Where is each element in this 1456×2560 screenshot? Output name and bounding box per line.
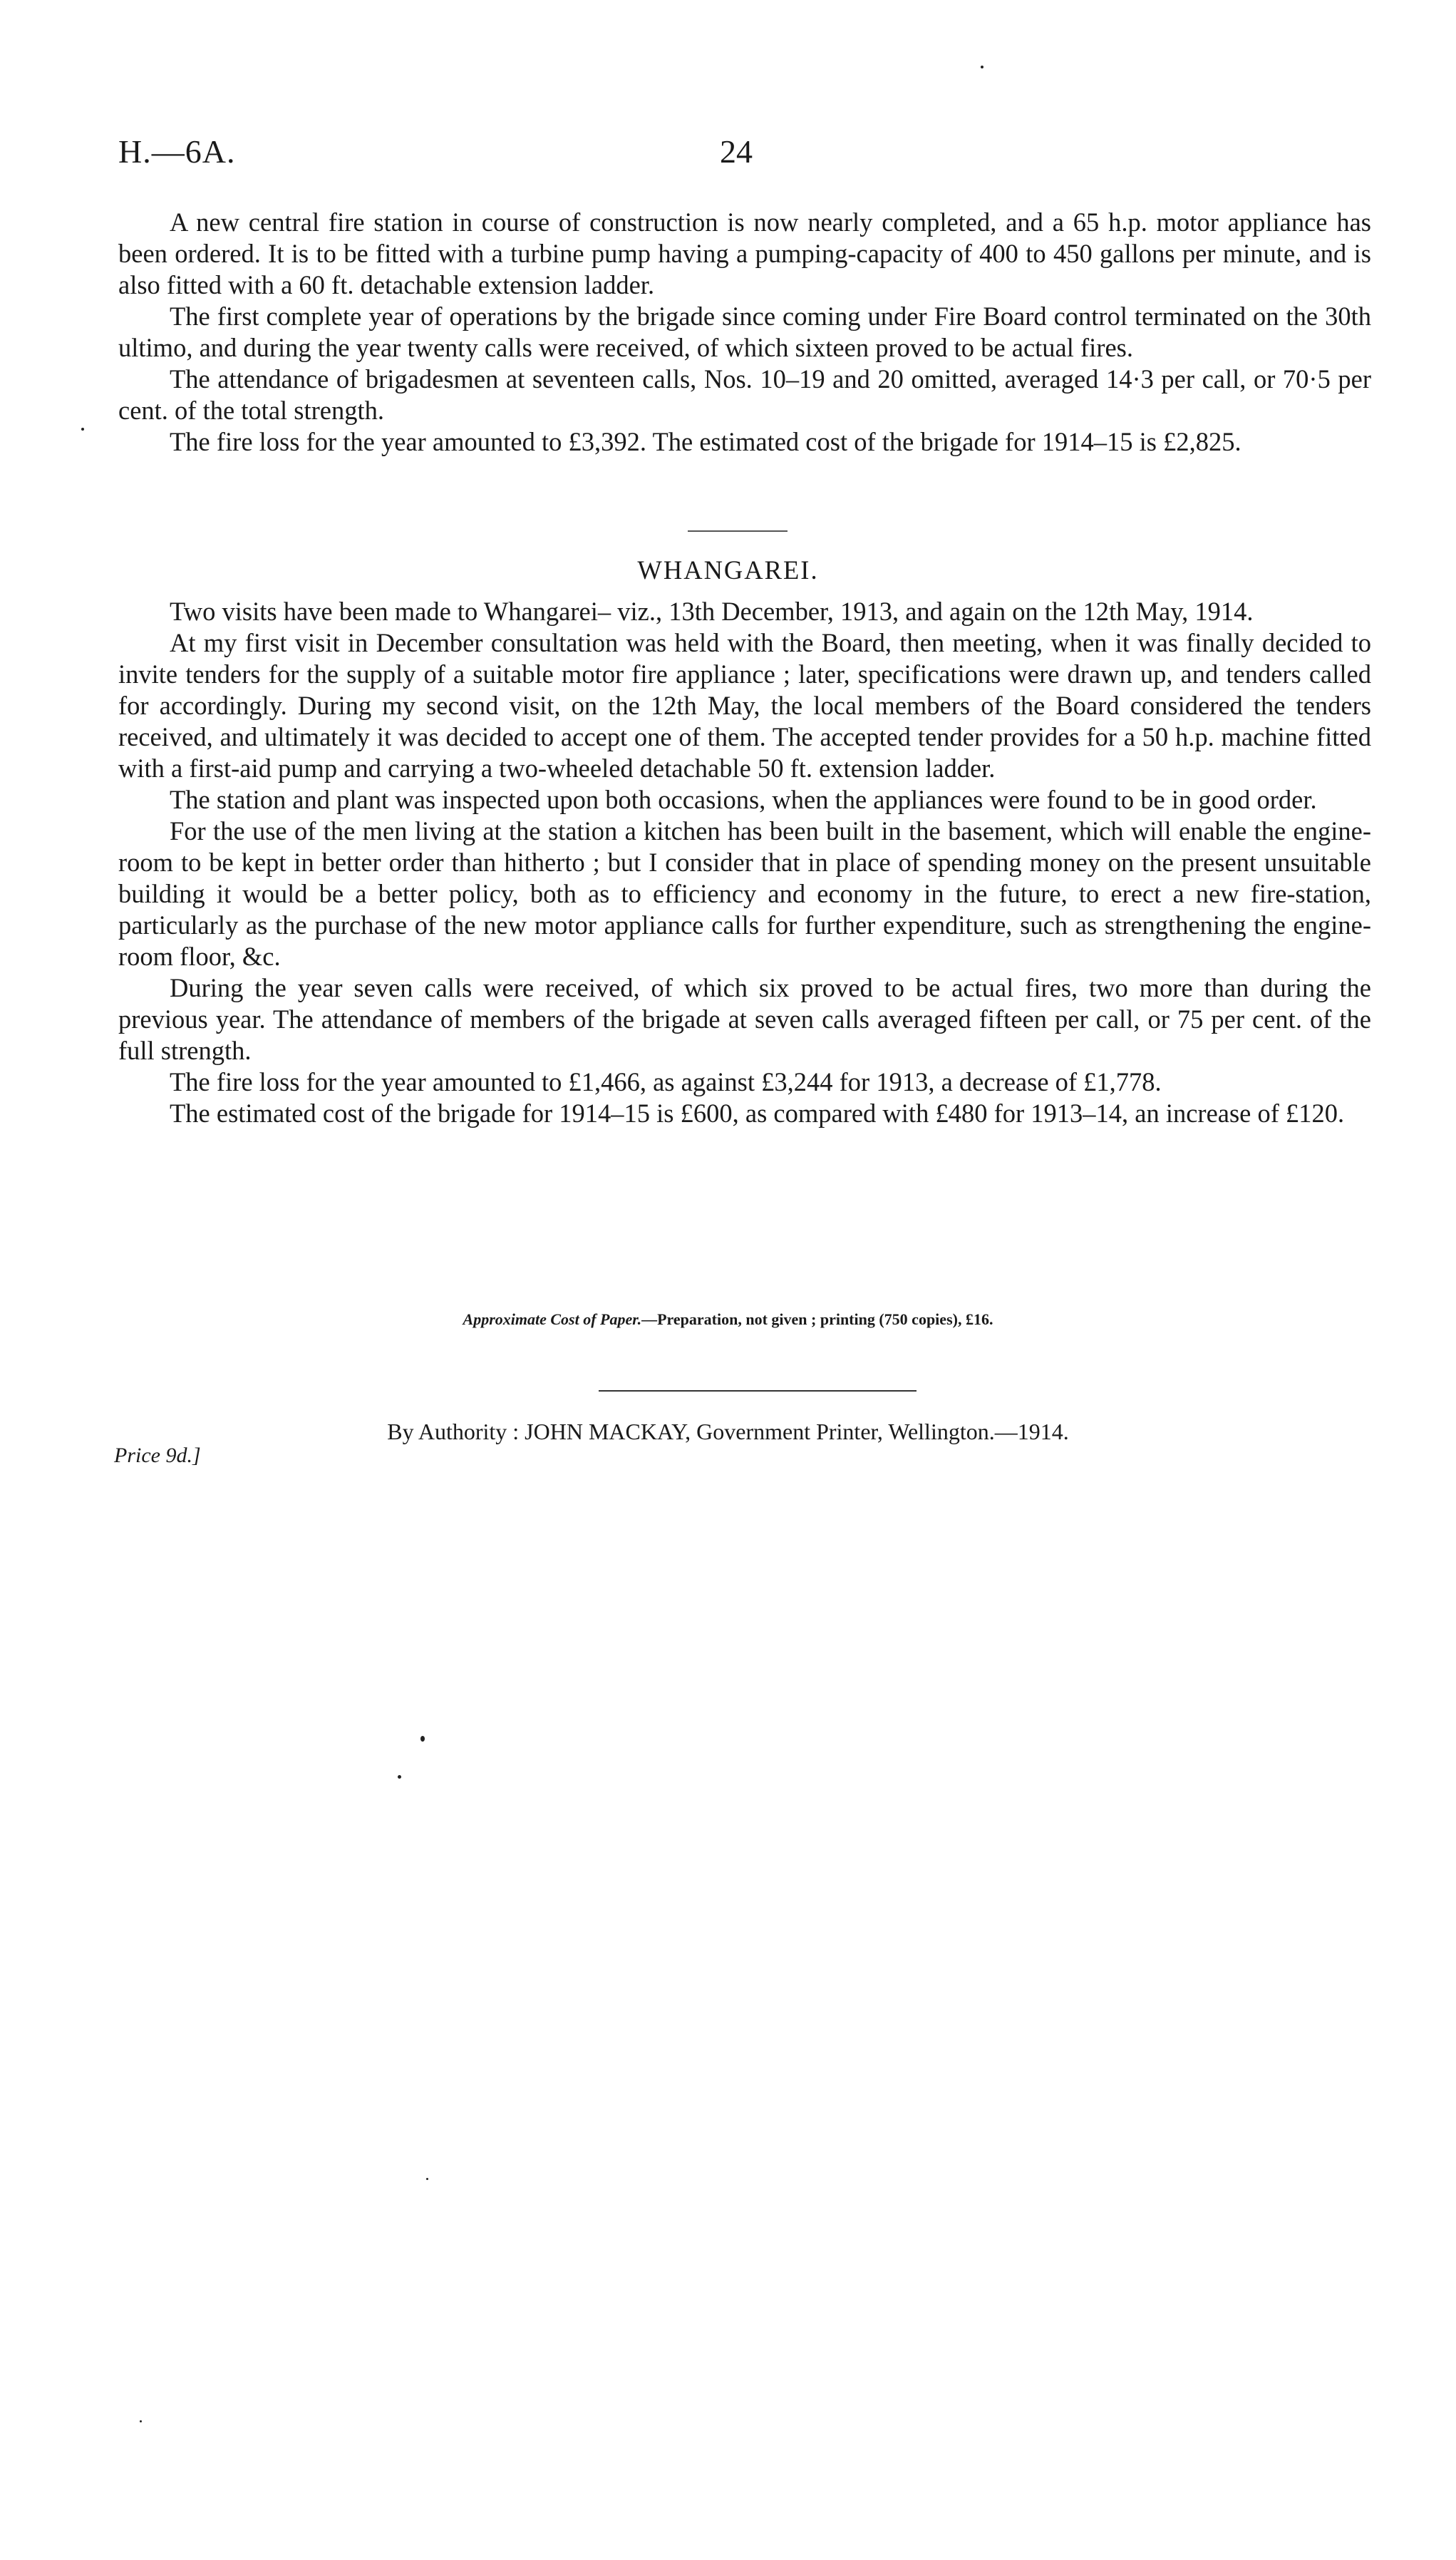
section-heading: WHANGAREI. <box>637 555 819 585</box>
paper-cost-text: —Preparation, not given ; printing (750 copies), £16. <box>641 1310 993 1328</box>
document-reference: H.—6A. <box>118 133 236 170</box>
paragraph: The first complete year of operations by the brigade since coming under Fire Board control terminated on the 30th ultimo, and during the year twenty calls were received, of which sixteen proved to be actual fires. <box>118 302 1371 362</box>
page-number: 24 <box>720 133 753 170</box>
scan-speck <box>426 2178 428 2180</box>
paper-cost-note <box>0 1310 1456 1329</box>
paragraph: The attendance of brigadesmen at seventeen calls, Nos. 10–19 and 20 omitted, averaged 14·3 per call, or 70·5 per cent. of the total strength. <box>118 364 1371 425</box>
paragraph: The station and plant was inspected upon both occasions, when the appliances were found to be in good order. <box>170 785 1317 814</box>
paragraph: At my first visit in December consultation was held with the Board, then meeting, when it was finally decided to invite tenders for the supply of a suitable motor fire appliance ; later, specifications were drawn up, and tenders called for accordingly. During my second visit, on the 12th May, the local members of the Board considered the tenders received, and ultimately it was decided to accept one of them. The accepted tender provides for a 50 h.p. machine fitted with a first-aid pump and carrying a two-wheeled detachable 50 ft. extension ladder. <box>118 628 1371 783</box>
paragraph: For the use of the men living at the station a kitchen has been built in the basement, which will enable the engine-room to be kept in better order than hitherto ; but I consider that in place of spending money on the present unsuitable building it would be a better policy, both as to efficiency and economy in the future, to erect a new fire-station, particularly as the purchase of the new motor appliance calls for further expenditure, such as strengthening the engine-room floor, &c. <box>118 816 1371 971</box>
scan-speck <box>398 1775 401 1779</box>
section-divider <box>688 530 788 532</box>
scan-speck <box>140 2420 142 2422</box>
whangarei-section <box>118 596 1371 1129</box>
paragraph: During the year seven calls were received, of which six proved to be actual fires, two more than during the previous year. The attendance of members of the brigade at seven calls averaged fifteen per call, or 75 per cent. of the full strength. <box>118 973 1371 1065</box>
paragraph: The estimated cost of the brigade for 1914–15 is £600, as compared with £480 for 1913–14, an increase of £120. <box>170 1099 1345 1128</box>
price-note: Price 9d.] <box>114 1444 201 1467</box>
printer-imprint: By Authority : JOHN MACKAY, Government Printer, Wellington.—1914. <box>387 1419 1069 1444</box>
scan-speck <box>81 428 84 431</box>
paragraph: A new central fire station in course of construction is now nearly completed, and a 65 h.p. motor appliance has been ordered. It is to be fitted with a turbine pump having a pumping-capacity of 400 to 450 gallons per minute, and is also fitted with a 60 ft. detachable extension ladder. <box>118 207 1371 299</box>
scan-speck <box>420 1736 425 1742</box>
paper-cost-label: Approximate Cost of Paper. <box>463 1310 642 1328</box>
footer-rule <box>599 1390 917 1392</box>
paragraph: Two visits have been made to Whangarei– viz., 13th December, 1913, and again on the 12th May, 1914. <box>170 597 1254 626</box>
paragraph: The fire loss for the year amounted to £3,392. The estimated cost of the brigade for 1914–15 is £2,825. <box>170 427 1241 456</box>
intro-section <box>118 207 1371 458</box>
scan-speck <box>981 66 983 68</box>
paragraph: The fire loss for the year amounted to £1,466, as against £3,244 for 1913, a decrease of £1,778. <box>170 1067 1162 1096</box>
